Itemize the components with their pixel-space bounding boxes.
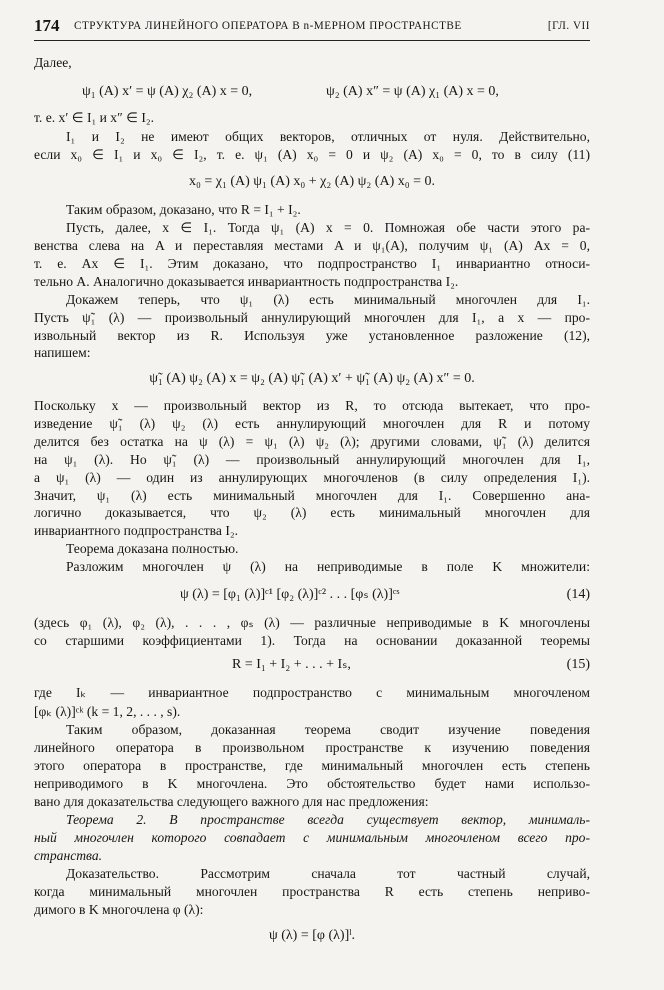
chapter-label: [ГЛ. VII	[547, 20, 590, 32]
text-line: Разложим многочлен ψ (λ) на неприводимые в поле K множители:	[66, 559, 590, 574]
text-line: инвариантного подпространства I₂.	[34, 523, 239, 538]
theorem-text: Теорема 2. В пространстве всегда существует вектор, минималь-	[66, 812, 590, 827]
formula-row	[34, 655, 590, 675]
text-line: линейного оператора в произвольном пространстве к изучению поведения	[34, 740, 590, 755]
equation-number: (14)	[566, 587, 590, 602]
text-line: [φₖ (λ)]ᶜᵏ (k = 1, 2, . . . , s).	[34, 704, 181, 719]
text-line: со старшими коэффициентами 1). Тогда на основании доказанной теоремы	[34, 633, 590, 648]
theorem-text: странства.	[34, 848, 103, 863]
text-line: неприводимого в K многочлена. Это обстоятельство будет нами использо-	[34, 776, 590, 791]
text-line: т. е. Ax ∈ I₁. Этим доказано, что подпространство I₁ инвариантно относи-	[34, 256, 590, 271]
text-line: тельно A. Аналогично доказывается инвариантность подпространства I₂.	[34, 274, 459, 289]
running-title: СТРУКТУРА ЛИНЕЙНОГО ОПЕРАТОРА В n-МЕРНОМ ПРОСТРАНСТВЕ	[74, 20, 462, 32]
text-line: а ψ₁ (λ) — один из аннулирующих многочленов (в силу определения I₁).	[34, 470, 590, 485]
text-line: Значит, ψ₁ (λ) есть минимальный многочлен для I₁. Совершенно ана-	[34, 488, 590, 503]
formula: ψ (λ) = [φ (λ)]ˡ.	[268, 928, 356, 943]
text-line: (здесь φ₁ (λ), φ₂ (λ), . . . , φₛ (λ) — различные неприводимые в K многочлены	[34, 615, 590, 630]
equation-number: (15)	[566, 657, 590, 672]
text-line: Таким образом, доказанная теорема сводит изучение поведения	[66, 722, 590, 737]
text-line: Далее,	[34, 55, 72, 70]
text-line: венства слева на A и переставляя местами A и ψ₁(A), получим ψ₁ (A) Ax = 0,	[34, 238, 590, 253]
text-line: когда минимальный многочлен пространства R есть степень неприво-	[34, 884, 590, 899]
text-line: вано для доказательства следующего важного для нас предложения:	[34, 794, 429, 809]
formula-row	[34, 585, 590, 605]
text-line: I₁ и I₂ не имеют общих векторов, отличных от нуля. Действительно,	[66, 129, 590, 144]
text-line: Доказательство. Рассмотрим сначала тот частный случай,	[66, 866, 590, 881]
theorem-text: ный многочлен которого совпадает с минимальным многочленом всего про-	[34, 830, 590, 845]
text-line: извольный вектор из R. Используя уже установленное разложение (12),	[34, 328, 590, 343]
formula: ψ̃₁ (A) ψ₂ (A) x = ψ₂ (A) ψ̃₁ (A) x′ + ψ̃₁ (A) ψ₂ (A) x″ = 0.	[149, 371, 475, 386]
text-line: логично доказывается, что ψ₂ (λ) есть минимальный многочлен для	[34, 505, 590, 520]
text-line: где Iₖ — инвариантное подпространство с минимальным многочленом	[34, 685, 590, 700]
text-line: Пусть, далее, x ∈ I₁. Тогда ψ₁ (A) x = 0. Помножая обе части этого ра-	[66, 220, 590, 235]
formula: ψ₁ (A) x′ = ψ (A) χ₂ (A) x = 0,	[82, 84, 253, 99]
formula-row	[34, 82, 590, 102]
text-line: на ψ₁ (λ). Но ψ̃₁ (λ) — произвольный аннулирующий многочлен для I₁,	[34, 452, 590, 467]
text-line: Докажем теперь, что ψ₁ (λ) есть минимальный многочлен для I₁.	[66, 292, 590, 307]
header-rule	[34, 40, 590, 41]
text-line: напишем:	[34, 345, 91, 360]
formula: R = I₁ + I₂ + . . . + Iₛ,	[232, 657, 351, 672]
text-line: Поскольку x — произвольный вектор из R, то отсюда вытекает, что про-	[34, 398, 590, 413]
formula: ψ (λ) = [φ₁ (λ)]ᶜ¹ [φ₂ (λ)]ᶜ² . . . [φₛ (λ)]ᶜˢ	[180, 587, 400, 602]
running-header	[34, 16, 590, 38]
text-line: т. е. x′ ∈ I₁ и x″ ∈ I₂.	[34, 110, 155, 125]
text-line: изведение ψ̃₁ (λ) ψ₂ (λ) есть аннулирующий многочлен для R и потому	[34, 416, 590, 431]
text-line: этого оператора в пространстве, где минимальный многочлен есть степень	[34, 758, 590, 773]
text-line: димого в K многочлена φ (λ):	[34, 902, 204, 917]
formula: ψ₂ (A) x″ = ψ (A) χ₁ (A) x = 0,	[326, 84, 499, 99]
text-line: если x₀ ∈ I₁ и x₀ ∈ I₂, т. е. ψ₁ (A) x₀ = 0 и ψ₂ (A) x₀ = 0, то в силу (11)	[34, 147, 590, 162]
text-line: Пусть ψ̃₁ (λ) — произвольный аннулирующий многочлен для I₁, а x — про-	[34, 310, 590, 325]
formula: x₀ = χ₁ (A) ψ₁ (A) x₀ + χ₂ (A) ψ₂ (A) x₀ = 0.	[188, 174, 436, 189]
text-line: Таким образом, доказано, что R = I₁ + I₂.	[66, 202, 301, 217]
text-line: Теорема доказана полностью.	[66, 541, 239, 556]
page-number: 174	[34, 16, 60, 35]
text-line: делится без остатка на ψ (λ) = ψ₁ (λ) ψ₂ (λ); другими словами, ψ̃₁ (λ) делится	[34, 434, 590, 449]
